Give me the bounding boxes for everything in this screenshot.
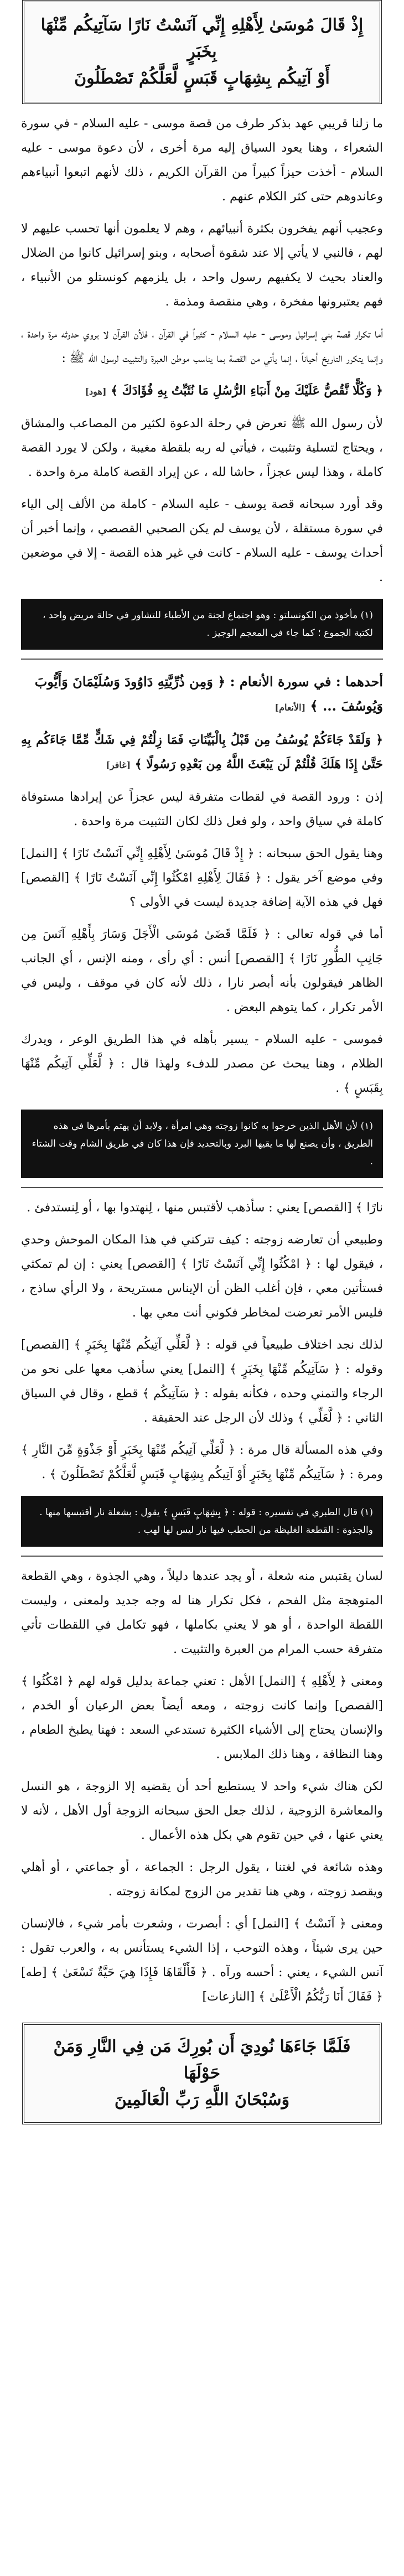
verse-1-ref: [هود] — [85, 386, 107, 397]
section-2-ref: [الأنعام] — [274, 702, 306, 713]
page-divider-3 — [21, 1556, 383, 1557]
paragraph-15: لكن هناك شيء واحد لا يستطيع أحد أن يقضيه إلا الزوجة ، هو النسل والمعاشرة الزوجية ، لذلك جعل الحق سبحانه الزوجة أول الأهل ، لأنه لا يعني عنها ، في حين تقوم هي بكل هذه الأعمال . — [21, 1780, 383, 1842]
intro-paragraph: ما زلنا قريبي عهد بذكر طرف من قصة موسى - عليه السلام - في سورة الشعراء ، وهنا يعود السياق إليه مرة أخرى ، لأن دعوة موسى - عليه السلام - أخذت حيزاً كبيراً من القرآن الكريم ، ذلك لأنهم اتبعوا أنبياءهم وعاندوهم حتى كثر الكلام عنهم . — [21, 117, 383, 204]
verse-2 — [21, 728, 383, 778]
footnote-1: (١) مأخوذ من الكونسلتو : وهو اجتماع لجنة من الأطباء للتشاور في حالة مريض واحد ، لكتبة الجموع ؛ كما جاء في المعجم الوجيز . — [21, 599, 383, 650]
section-2-title — [21, 670, 383, 720]
footer-verse-frame — [22, 2023, 382, 2124]
paragraph-12: وفي هذه المسألة قال مرة : ﴿ لَّعَلِّي آتِيكُم مِّنْهَا بِخَبَرٍ أَوْ جَذْوَةٍ مِّنَ النَّارِ ﴾ ومرة : ﴿ سَآتِيكُم مِّنْهَا بِخَبَرٍ أَوْ آتِيكُم بِشِهَابٍ قَبَسٍ لَّعَلَّكُمْ تَصْطَلُونَ ﴾ . — [21, 1443, 383, 1481]
paragraph-11: لذلك نجد اختلاف طبيعياً في قوله : ﴿ لَّعَلِّي آتِيكُم مِّنْهَا بِخَبَرٍ ﴾ [القصص] وقوله : ﴿ سَآتِيكُم مِّنْهَا بِخَبَرٍ ﴾ [النمل] يعني سأذهب معها على نحو من الرجاء والتمني وحده ، فكأنه بقوله : ﴿ سَآتِيكُم ﴾ قطع ، وقال في السياق الثاني : ﴿ لَّعَلِّي ﴾ وذلك لأن الرجل عند الحقيقة . — [21, 1338, 383, 1425]
paragraph-16: وهذه شائعة في لغتنا ، يقول الرجل : الجماعة ، أو جماعتي ، أو أهلي ويقصد زوجته ، وهي هنا تقدير من الزوج لمكانة زوجته . — [21, 1860, 383, 1899]
paragraph-14: ومعنى ﴿ لِأَهْلِهِ ﴾ [النمل] الأهل : تعني جماعة بدليل قوله لهم ﴿ امْكُثُوا ﴾ [القصص] وإنما كانت زوجته ، ومعه أيضاً بعض الرعيان أو الخدم ، والإنسان يحتاج إلى الأشياء الكثيرة تستدعي السعد : فهنا يطبخ الطعام ، وهنا النظافة ، وهنا ذلك الملابس . — [21, 1675, 383, 1761]
verse-2-text: ﴿ وَلَقَدْ جَاءَكُمْ يُوسُفُ مِن قَبْلُ بِالْبَيِّنَاتِ فَمَا زِلْتُمْ فِي شَكٍّ مِّمَّا جَاءَكُم بِهِ حَتَّىٰ إِذَا هَلَكَ قُلْتُمْ لَن يَبْعَثَ اللَّهُ مِن بَعْدِهِ رَسُولًا ﴾ — [21, 733, 383, 771]
section-2-title-text: أحدهما : في سورة الأنعام : ﴿ وَمِن ذُرِّيَّتِهِ دَاوُودَ وَسُلَيْمَانَ وَأَيُّوبَ وَيُوسُفَ ... ﴾ — [34, 673, 383, 714]
page-divider-2 — [21, 1187, 383, 1188]
paragraph-17: ومعنى ﴿ آنَسْتُ ﴾ [النمل] أي : أبصرت ، وشعرت بأمر شيء ، فالإنسان حين يرى شيئاً ، وهذه التوحب ، إذا الشيء يستأنس به ، والعرب تقول : آنس الشيء ، يعني : أحسه ورآه . ﴿ فَأَلْقَاهَا فَإِذَا هِيَ حَيَّةٌ تَسْعَىٰ ﴾ [طه] ﴿ فَقَالَ أَنَا رَبُّكُمُ الْأَعْلَىٰ ﴾ [النازعات] — [21, 1917, 383, 2004]
verse-2-ref: [غافر] — [106, 760, 131, 770]
header-verse-line-2: أَوْ آتِيكُم بِشِهَابٍ قَبَسٍ لَّعَلَّكُمْ تَصْطَلُونَ — [74, 69, 330, 88]
paragraph-5: إذن : ورود القصة في لقطات متفرقة ليس عجزاً عن إيرادها مستوفاة كاملة في سياق واحد ، ولو فعل ذلك لكان التثبيت مرة واحدة . — [21, 790, 383, 828]
paragraph-9: نارًا ﴾ [القصص] يعني : سأذهب لأقتبس منها ، لِنهتدوا بها ، أو لِنستدفئ . — [27, 1201, 383, 1215]
paragraph-1: وعجيب أنهم يفخرون بكثرة أنبيائهم ، وهم لا يعلمون أنها تحسب عليهم لا لهم ، فالنبي لا يأتي إلا عند شقوة أصحابه ، وبنو إسرائيل كانوا من الضلال والعناد بحيث لا يكفيهم رسول واحد ، بل يلزمهم كونستلو من الأنبياء ، فهم يعتبرونها مفخرة ، وهي منقصة ومذمة . — [21, 222, 383, 309]
paragraph-6: وهنا يقول الحق سبحانه : ﴿ إِذْ قَالَ مُوسَىٰ لِأَهْلِهِ إِنِّي آنَسْتُ نَارًا ﴾ [النمل] وفي موضع آخر يقول : ﴿ فَقَالَ لِأَهْلِهِ امْكُثُوا إِنِّي آنَسْتُ نَارًا ﴾ [القصص] فهل في هذه الآية إضافة جديدة ليست في الأولى ؟ — [21, 847, 383, 909]
paragraph-7: أما في قوله تعالى : ﴿ فَلَمَّا قَضَىٰ مُوسَى الْأَجَلَ وَسَارَ بِأَهْلِهِ آنَسَ مِن جَانِبِ الطُّورِ نَارًا ﴾ [القصص] أنس : أي رأى ، ومنه الإنس ، أي الجانب الظاهر فيقولون بأنه أبصر نارا ، ذلك لأنه كان في موقف ، وليس في الأمر تكرار ، كما يتوهم البعض . — [21, 927, 383, 1014]
verse-1-text: ﴿ وَكُلًّا نَّقُصُّ عَلَيْكَ مِنْ أَنبَاءِ الرُّسُلِ مَا نُثَبِّتُ بِهِ فُؤَادَكَ ﴾ — [111, 383, 383, 398]
verse-1 — [21, 379, 383, 404]
footnote-3: (١) قال الطبري في تفسيره : قوله : ﴿ بِشِهَابٍ قَبَسٍ ﴾ يقول : بشعلة نار أقتبسها منها . والجذوة : القطعة الغليظة من الحطب فيها نار ليس لها لهب . — [21, 1496, 383, 1547]
footer-verse-line-2: وَسُبْحَانَ اللَّهِ رَبِّ الْعَالَمِينَ — [114, 2090, 290, 2109]
paragraph-3: لأن رسول الله ﷺ تعرض في رحلة الدعوة لكثير من المصاعب والمشاق ، ويحتاج لتسلية وتثبيت ، فيأتي له ربه بلقطة مغيبة ، ولكن لا يورد القصة كاملة ، وهذا ليس عجزاً ، حاشا لله ، عن إيراد القصة كاملة مرة واحدة . — [21, 417, 383, 479]
paragraph-8: فموسى - عليه السلام - يسير بأهله في هذا الطريق الوعر ، ويدرك الظلام ، وهنا يبحث عن مصدر للدفء ولهذا قال : ﴿ لَّعَلِّي آتِيكُم مِّنْهَا بِقَبَسٍ ﴾ . — [21, 1033, 383, 1095]
paragraph-10: وطبيعي أن تعارضه زوجته : كيف تتركني في هذا المكان الموحش وحدي ، فيقول لها : ﴿ امْكُثُوا إِنِّي آنَسْتُ نَارًا ﴾ [القصص] يعني : إن لم تمكثي فستأتين معي ، فإن أغلب الظن أن الإيناس مستريحة ، ولا الرأي ساذج ، فليس الأمر تعرضت لمخاطر فكوني أنت معي بها . — [21, 1233, 383, 1320]
paragraph-4: وقد أورد سبحانه قصة يوسف - عليه السلام - كاملة من الألف إلى الياء في سورة مستقلة ، لأن يوسف لم يكن الصحبي القصصي ، وإنما أخبر أن أحداث يوسف - عليه السلام - كانت في غير هذه القصة - إلا في موضعين . — [21, 497, 383, 584]
header-verse-frame — [22, 0, 382, 104]
paragraph-13: لسان يقتبس منه شعلة ، أو يجد عندها دليلاً ، وهي الجذوة ، وهي القطعة المتوهجة مثل الفحم ، فكل تكرار هنا له وجه جديد ولمعنى ، وليست اللقطة الواحدة ، أو هو لا يعني بكاملها ، فهو تكامل في اللقطات تأتي متفرقة حسب المرام من العبرة والتثبيت . — [21, 1569, 383, 1656]
header-verse-line-1: إِذْ قَالَ مُوسَىٰ لِأَهْلِهِ إِنِّي آنَسْتُ نَارًا سَآتِيكُم مِّنْهَا بِخَبَرٍ — [40, 15, 364, 61]
footer-verse-line-1: فَلَمَّا جَاءَهَا نُودِيَ أَن بُورِكَ مَن فِي النَّارِ وَمَنْ حَوْلَهَا — [53, 2037, 351, 2083]
footnote-2: (١) لأن الأهل الذين خرجوا به كانوا زوجته وهي امرأة ، ولابد أن يهتم بأمرها في هذه الطريق ، وأن يصنع لها ما يقيها البرد وبالتحديد فإن هذا كان في طريق الشام وقت الشتاء . — [21, 1110, 383, 1178]
paragraph-2: أما تكرار قصة بني إسرائيل وموسى - عليه السلام - كثيراً في القرآن ، فلأن القرآن لا يروي حدوثه مرة واحدة ، وإنما يتكرر التاريخ أحياناً ، إنما يأتي من القصة بما يناسب موطن العبرة والتثبيت لرسول الله ﷺ : — [21, 327, 383, 365]
page-divider — [21, 659, 383, 660]
